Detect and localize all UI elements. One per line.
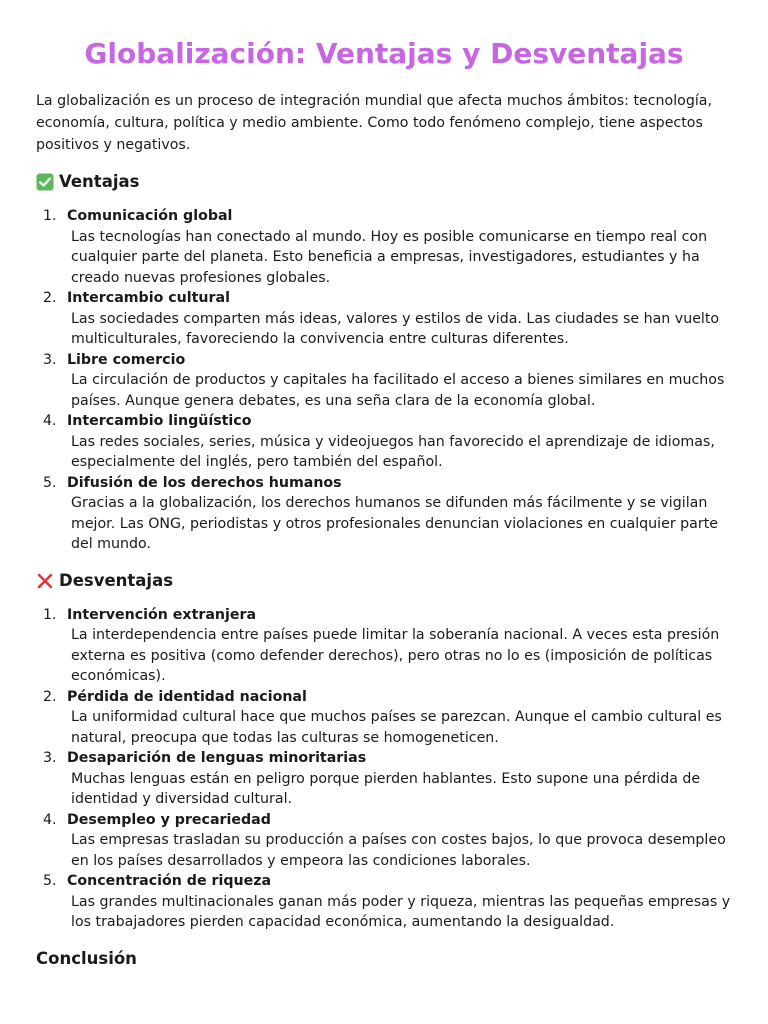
list-item-number: 1. xyxy=(43,208,57,224)
list-item xyxy=(36,206,732,288)
list-item-text: Las empresas trasladan su producción a países con costes bajos, lo que provoca desempleo en los países desarrollados y empeora las condiciones laborales. xyxy=(71,832,726,869)
list-item xyxy=(36,748,732,810)
list-item-title: Comunicación global xyxy=(67,208,233,224)
desventajas-heading-label: Desventajas xyxy=(59,570,174,590)
list-item xyxy=(36,605,732,687)
list-item xyxy=(36,473,732,555)
conclusion-heading-label: Conclusión xyxy=(36,948,137,968)
list-item-title: Desaparición de lenguas minoritarias xyxy=(67,750,367,766)
list-item xyxy=(36,411,732,473)
list-item xyxy=(36,871,732,933)
intro-paragraph: La globalización es un proceso de integración mundial que afecta muchos ámbitos: tecnología, economía, cultura, política y medio ambiente. Como todo fenómeno complejo, tiene aspectos positivos y negativos. xyxy=(36,93,712,153)
conclusion-heading xyxy=(36,947,732,971)
list-item-title: Libre comercio xyxy=(67,351,186,368)
list-item xyxy=(36,288,732,350)
ventajas-list xyxy=(36,206,732,555)
list-item-title: Intercambio cultural xyxy=(67,290,230,306)
list-item-number: 5. xyxy=(43,474,57,491)
list-item-number: 4. xyxy=(43,413,57,429)
list-item-text: Las sociedades comparten más ideas, valores y estilos de vida. Las ciudades se han vuelto multiculturales, favoreciendo la convivencia entre culturas diferentes. xyxy=(71,310,720,347)
list-item-title: Desempleo y precariedad xyxy=(67,811,271,828)
list-item-text: La circulación de productos y capitales ha facilitado el acceso a bienes similares en muchos países. Aunque genera debates, es una seña clara de la economía global. xyxy=(71,372,725,409)
ventajas-heading xyxy=(36,170,732,194)
list-item-title: Difusión de los derechos humanos xyxy=(67,474,342,491)
list-item-text: La uniformidad cultural hace que muchos países se parezcan. Aunque el cambio cultural es natural, preocupa que todas las culturas se homogeneticen. xyxy=(71,709,722,746)
desventajas-heading xyxy=(36,569,732,593)
list-item-number: 2. xyxy=(43,290,57,306)
page-title: Globalización: Ventajas y Desventajas xyxy=(84,37,684,70)
list-item-text: Gracias a la globalización, los derechos humanos se difunden más fácilmente y se vigilan mejor. Las ONG, periodistas y otros profesionales denuncian violaciones en cualquier parte del mundo. xyxy=(71,495,718,552)
list-item xyxy=(36,687,732,749)
list-item-number: 3. xyxy=(43,750,57,766)
list-item xyxy=(36,810,732,872)
list-item-text: Las tecnologías han conectado al mundo. Hoy es posible comunicarse en tiempo real con cualquier parte del planeta. Esto beneficia a empresas, investigadores, estudiantes y ha creado nuevas profesiones globales. xyxy=(71,228,708,286)
list-item-title: Intervención extranjera xyxy=(67,606,257,623)
list-item-number: 4. xyxy=(43,811,57,828)
ventajas-heading-label: Ventajas xyxy=(59,172,140,191)
list-item-number: 1. xyxy=(43,606,57,623)
list-item-text: Muchas lenguas están en peligro porque pierden hablantes. Esto supone una pérdida de identidad y diversidad cultural. xyxy=(71,770,701,807)
list-item-text: La interdependencia entre países puede limitar la soberanía nacional. A veces esta presión externa es positiva (como defender derechos), pero otras no lo es (imposición de políticas económicas). xyxy=(71,627,720,684)
check-mark-icon xyxy=(36,173,54,191)
list-item-title: Concentración de riqueza xyxy=(67,873,272,889)
desventajas-list xyxy=(36,605,732,933)
list-item-text: Las grandes multinacionales ganan más poder y riqueza, mientras las pequeñas empresas y los trabajadores pierden capacidad económica, aumentando la desigualdad. xyxy=(71,893,731,930)
list-item-number: 3. xyxy=(43,351,57,368)
list-item-text: Las redes sociales, series, música y videojuegos han favorecido el aprendizaje de idiomas, especialmente del inglés, pero también del español. xyxy=(71,433,715,470)
list-item-title: Pérdida de identidad nacional xyxy=(67,688,307,705)
list-item-number: 2. xyxy=(43,688,57,705)
list-item-title: Intercambio lingüístico xyxy=(67,413,252,429)
cross-mark-icon xyxy=(36,572,54,590)
list-item xyxy=(36,350,732,412)
list-item-number: 5. xyxy=(43,873,57,889)
